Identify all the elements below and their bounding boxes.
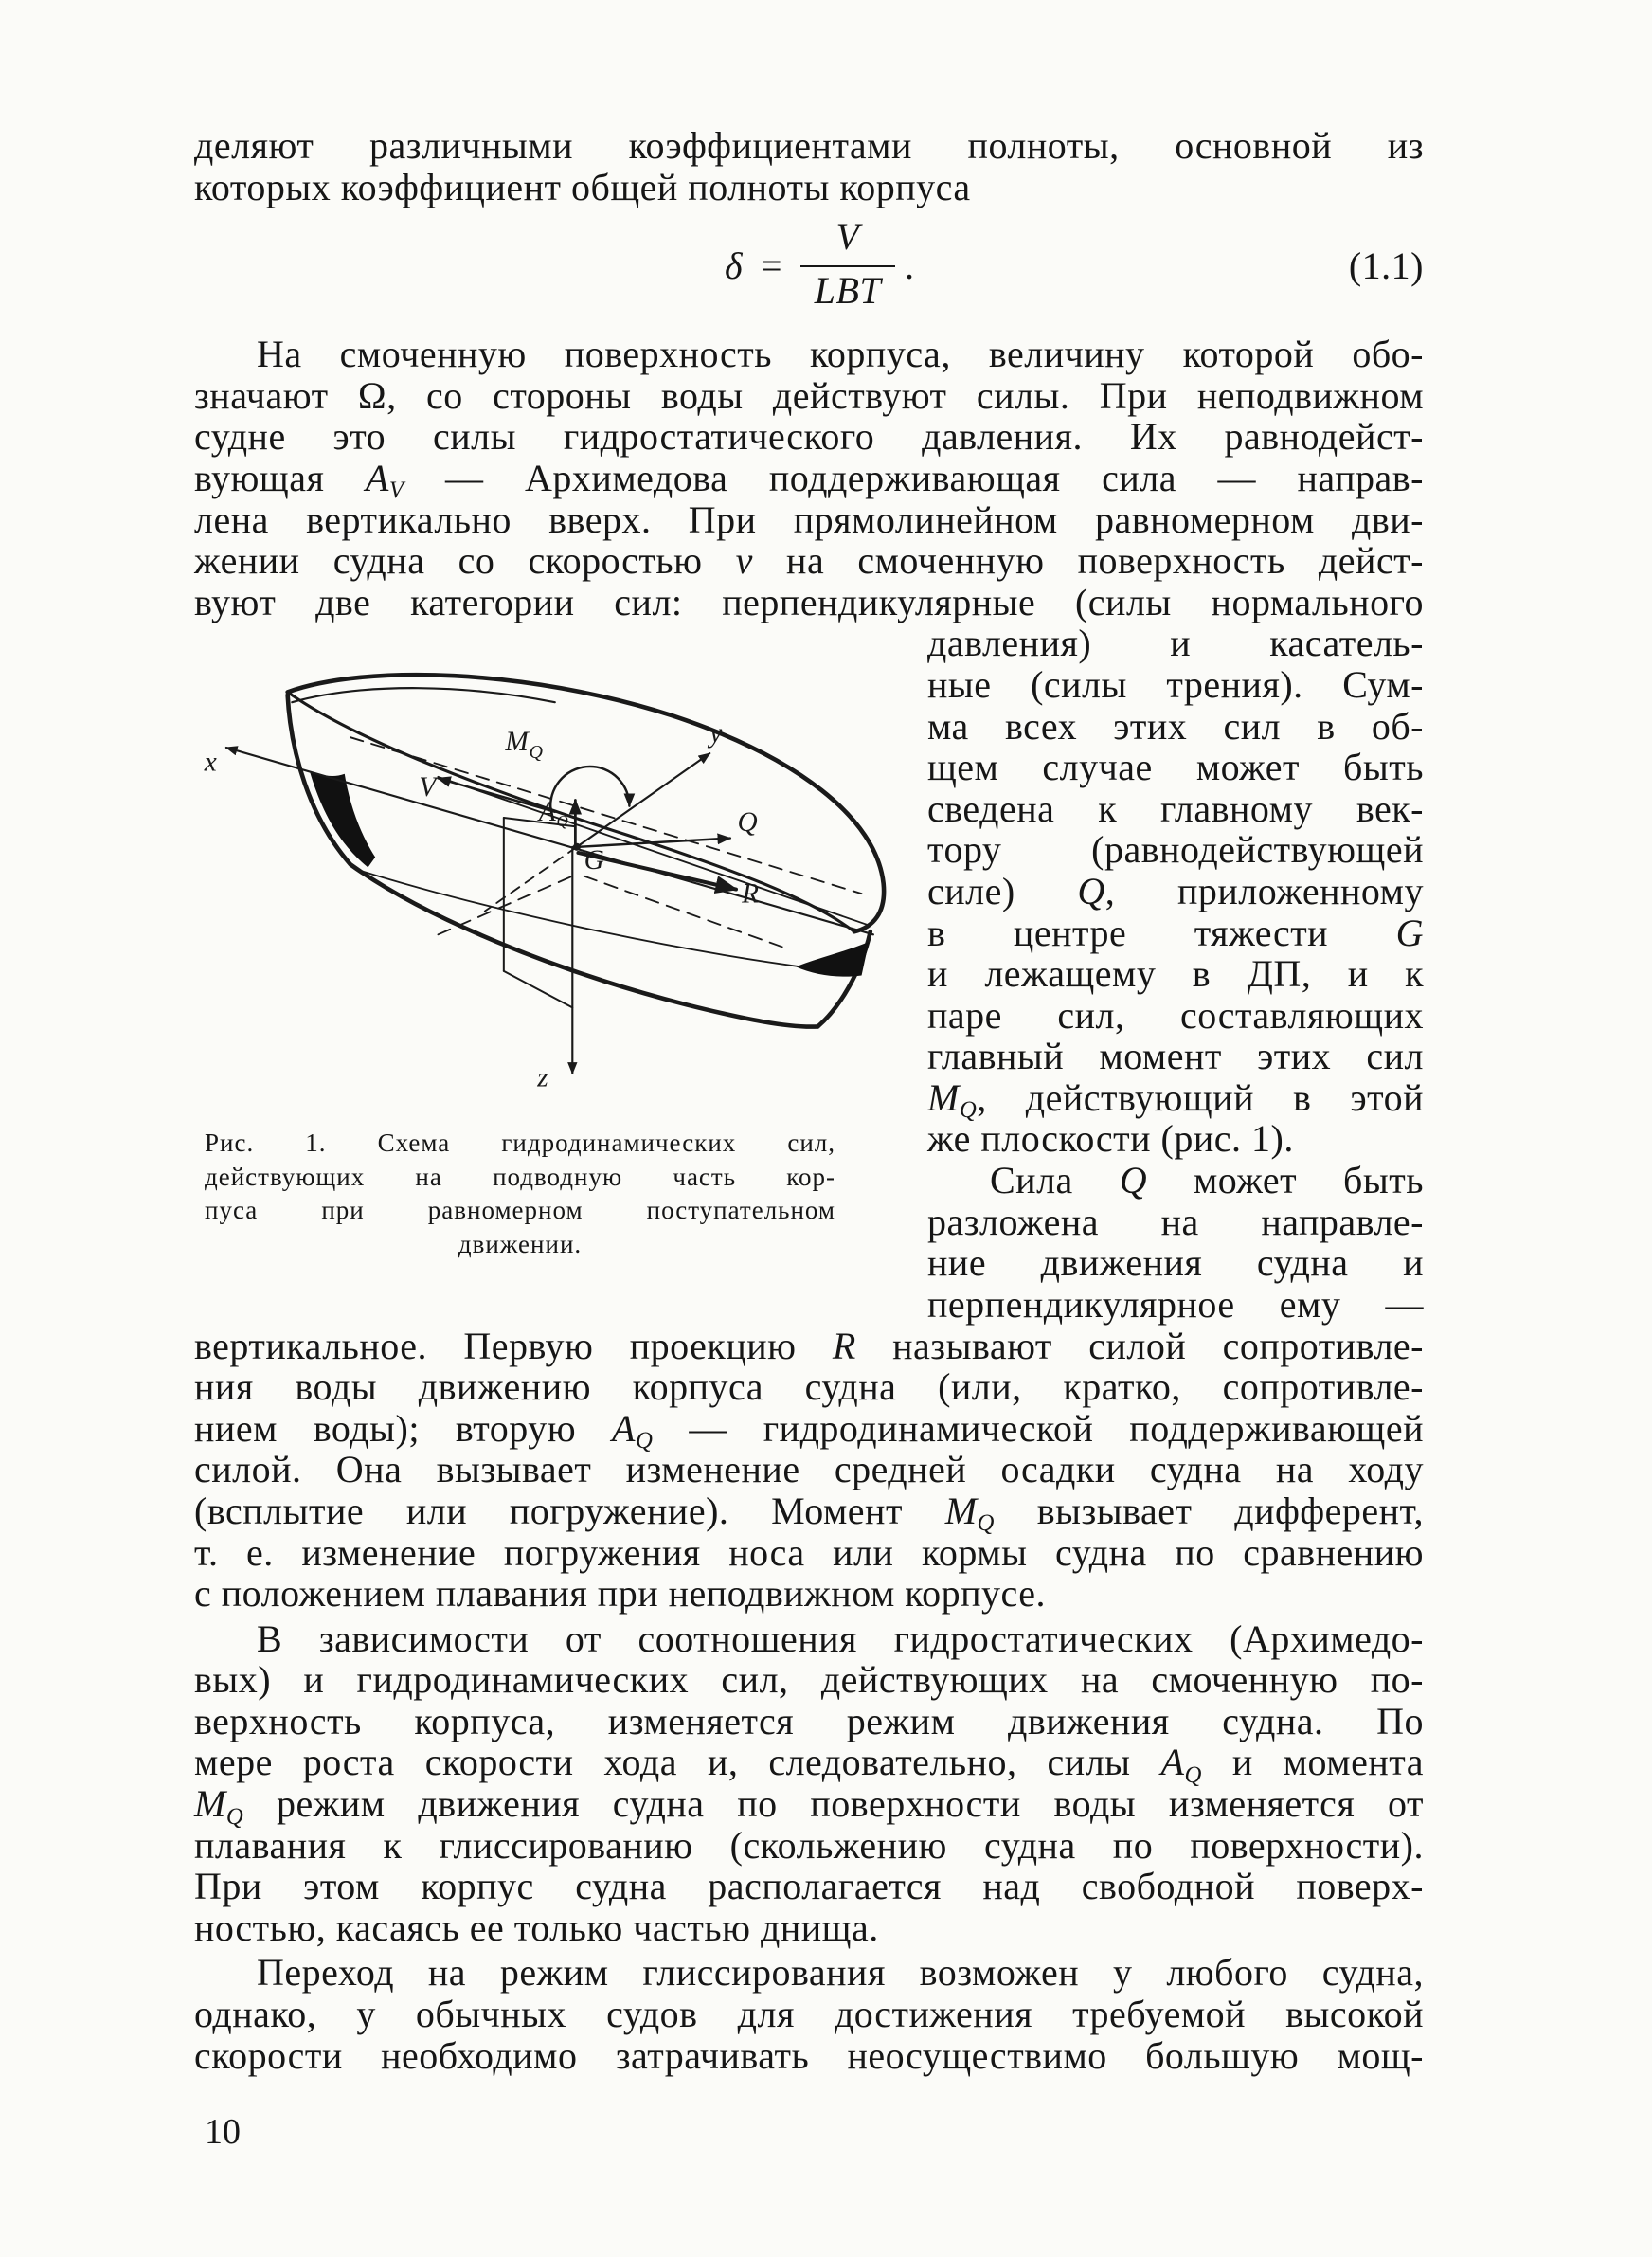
- symbol-letter: v: [735, 539, 753, 583]
- text-line: [927, 829, 1424, 871]
- symbol-subscript: Q: [1184, 1761, 1202, 1788]
- dashed-line-lower: [438, 876, 572, 935]
- deck-top-outline: [288, 676, 884, 932]
- text-run: (всплытие или погружение). Момент: [194, 1489, 945, 1532]
- math-symbol: [1396, 912, 1424, 954]
- moment-arc: [550, 767, 629, 806]
- symbol-letter: M: [944, 1489, 978, 1532]
- text-line: [194, 1449, 1424, 1490]
- text-run: Сила: [990, 1159, 1120, 1202]
- x-axis: [226, 748, 873, 934]
- box-bottom-line: [504, 971, 572, 1008]
- text-run: ния воды движению корпуса судна (или, кратко, сопротивле-: [194, 1365, 1424, 1409]
- text-line: [927, 664, 1424, 706]
- text-line: [194, 416, 1424, 458]
- text-run: режим движения судна по поверхности воды изменяется от: [243, 1782, 1424, 1826]
- side-text-column: [927, 623, 1424, 1325]
- symbol-letter: A: [1160, 1741, 1185, 1784]
- formula-equals: =: [761, 244, 783, 288]
- symbol-letter: Q: [1119, 1159, 1148, 1202]
- text-line: [194, 582, 1424, 623]
- symbol-letter: A: [612, 1406, 636, 1450]
- text-run: главный момент этих сил: [927, 1035, 1424, 1078]
- text-line: [194, 1701, 1424, 1742]
- text-line: [927, 788, 1424, 830]
- math-symbol: [1077, 870, 1104, 912]
- text-run: При этом корпус судна располагается над свободной поверх-: [194, 1865, 1424, 1908]
- text-run: на смоченную поверхность дейст-: [752, 539, 1424, 583]
- text-line: [194, 1489, 1425, 1537]
- text-run: Рис. 1. Схема гидродинамических сил,: [205, 1128, 835, 1158]
- text-run: — Архимедова поддерживающая сила — направ-: [404, 456, 1425, 499]
- text-line: [194, 1659, 1424, 1701]
- figure-caption: [205, 1127, 835, 1261]
- text-run: жении судна со скоростью: [194, 539, 736, 583]
- text-run: вых) и гидродинамических сил, действующих на смоченную по-: [194, 1658, 1424, 1702]
- fraction-denominator: LBT: [814, 269, 882, 313]
- text-line: [205, 1228, 835, 1261]
- y-axis-negative-dashed: [485, 847, 577, 912]
- text-run: лена вертикально вверх. При прямолинейном равномерном дви-: [194, 497, 1424, 541]
- text-line: [927, 953, 1424, 995]
- math-symbol: [944, 1489, 995, 1537]
- text-run: деляют различными коэффициентами полноты, основной из: [194, 124, 1424, 167]
- text-run: с положением плавания при неподвижном корпусе.: [194, 1572, 1047, 1616]
- text-line: [194, 1741, 1424, 1788]
- text-line: [194, 375, 1424, 417]
- page-number: 10: [205, 2112, 241, 2152]
- symbol-subscript: Q: [225, 1803, 244, 1830]
- text-line: [927, 1242, 1424, 1284]
- text-run: ма всех этих сил в об-: [927, 704, 1424, 748]
- text-run: вующая: [194, 456, 366, 499]
- text-line: [194, 1406, 1425, 1454]
- text-line: [194, 456, 1425, 504]
- text-line: [927, 1118, 1424, 1160]
- text-run: ностью, касаясь ее только частью днища.: [194, 1905, 879, 1949]
- velocity-arrow: [438, 779, 554, 812]
- paragraph-continued: [194, 1326, 1424, 1615]
- velocity-label: V: [419, 772, 438, 803]
- text-line: [194, 334, 1424, 375]
- text-line: [927, 912, 1424, 954]
- figure-1: [194, 623, 927, 1325]
- text-line: [927, 1160, 1424, 1201]
- formula-fraction: [800, 208, 895, 334]
- center-line-dashed: [350, 738, 862, 894]
- symbol-letter: M: [194, 1782, 226, 1826]
- text-run: которых коэффициент общей полноты корпуса: [194, 165, 971, 208]
- text-run: движении.: [458, 1229, 583, 1258]
- text-run: действующих на подводную часть кор-: [205, 1162, 835, 1191]
- math-symbol: [833, 1325, 856, 1367]
- paragraph-force-decomposition: [927, 1160, 1424, 1325]
- math-symbol: [927, 1075, 978, 1124]
- text-line: [927, 623, 1424, 664]
- math-symbol: [1160, 1741, 1202, 1788]
- math-symbol: [1120, 1159, 1147, 1201]
- stern-shading: [796, 942, 869, 977]
- math-symbol: [365, 456, 404, 504]
- symbol-subscript: Q: [977, 1510, 995, 1537]
- paragraph-wetted-surface: [194, 334, 1424, 623]
- text-line: [194, 1618, 1424, 1660]
- deck-inner-rim: [292, 688, 554, 702]
- text-line: [194, 540, 1424, 582]
- text-line: [927, 706, 1424, 748]
- text-run: в центре тяжести: [927, 911, 1396, 954]
- text-line: [194, 2035, 1424, 2077]
- text-run: судне это силы гидростатического давления. Их равнодейст-: [194, 415, 1424, 459]
- text-run: силой. Она вызывает изменение средней осадки судна на ходу: [194, 1448, 1424, 1491]
- text-run: вертикальное. Первую проекцию: [194, 1324, 833, 1367]
- symbol-letter: R: [832, 1324, 856, 1367]
- text-line: [194, 167, 1424, 208]
- text-run: Переход на режим глиссирования возможен у любого судна,: [257, 1951, 1424, 1995]
- text-run: скорости необходимо затрачивать неосуществимо большую мощ-: [194, 2033, 1424, 2077]
- hull-forces-diagram: [194, 664, 895, 1095]
- text-line: [194, 1532, 1424, 1574]
- text-run: называют силой сопротивле-: [855, 1324, 1424, 1367]
- text-line: [194, 1866, 1424, 1907]
- text-line: [927, 871, 1424, 912]
- text-line: [927, 1075, 1424, 1124]
- text-line: [205, 1194, 835, 1227]
- figure-and-side-text: [194, 623, 1424, 1325]
- symbol-subscript: Q: [959, 1097, 978, 1124]
- paragraph-continued: [927, 623, 1424, 1160]
- text-run: может быть: [1147, 1159, 1424, 1202]
- text-run: — гидродинамической поддерживающей: [653, 1406, 1425, 1450]
- text-line: [194, 499, 1424, 541]
- text-run: ние движения судна и: [927, 1241, 1424, 1285]
- text-run: пуса при равномерном поступательном: [205, 1196, 835, 1225]
- paragraph-motion-regime: [194, 1618, 1424, 1949]
- text-run: нием воды); вторую: [194, 1406, 613, 1450]
- moment-label: $M_Q$: [505, 727, 544, 764]
- equation-number: (1.1): [1348, 244, 1424, 288]
- center-of-gravity-point: [573, 843, 581, 851]
- math-symbol: [736, 539, 753, 582]
- text-run: мере роста скорости хода и, следовательно, силы: [194, 1741, 1161, 1784]
- text-line: [194, 1326, 1424, 1367]
- formula-period: .: [905, 244, 915, 288]
- paragraph-continued: [194, 125, 1424, 208]
- text-run: В зависимости от соотношения гидростатических (Архимедо-: [257, 1616, 1424, 1660]
- text-line: [927, 995, 1424, 1037]
- paragraph-planing: [194, 1952, 1424, 2076]
- text-run: силе): [927, 869, 1078, 912]
- math-symbol: [612, 1406, 654, 1454]
- text-line: [194, 1907, 1424, 1949]
- text-run: разложена на направле-: [927, 1200, 1424, 1243]
- text-line: [194, 1994, 1424, 2035]
- text-run: паре сил, составляющих: [927, 993, 1424, 1037]
- text-column: [194, 125, 1424, 2076]
- deck-front-outline: [288, 693, 854, 932]
- text-line: [194, 1573, 1424, 1615]
- text-run: верхность корпуса, изменяется режим движения судна. По: [194, 1699, 1424, 1742]
- text-run: и лежащему в ДП, и к: [927, 952, 1424, 996]
- text-run: щем случае может быть: [927, 746, 1424, 789]
- text-run: и момента: [1201, 1741, 1424, 1784]
- fraction-numerator: V: [835, 215, 860, 259]
- symbol-letter: Q: [1077, 869, 1105, 912]
- text-run: На смоченную поверхность корпуса, величину которой обо-: [257, 333, 1424, 376]
- z-axis-label: z: [537, 1062, 549, 1093]
- x-axis-label: x: [204, 747, 218, 778]
- text-run: сведена к главному век-: [927, 786, 1424, 830]
- math-symbol: [194, 1782, 244, 1830]
- resistance-label: R: [742, 878, 760, 910]
- text-line: [927, 1036, 1424, 1077]
- text-run: вуют две категории сил: перпендикулярные (силы нормального: [194, 580, 1424, 623]
- text-run: давления) и касатель-: [927, 622, 1424, 665]
- formula-lhs: δ: [725, 244, 744, 288]
- text-run: перпендикулярное ему —: [927, 1282, 1424, 1326]
- text-run: однако, у обычных судов для достижения требуемой высокой: [194, 1993, 1424, 2036]
- text-line: [194, 1782, 1424, 1830]
- lift-label: $A_Q$: [538, 797, 569, 831]
- text-run: вызывает дифферент,: [994, 1489, 1425, 1532]
- formula-1-1: [194, 208, 1424, 334]
- resultant-force-label: Q: [737, 807, 759, 839]
- text-run: т. е. изменение погружения носа или кормы судна по сравнению: [194, 1530, 1424, 1574]
- symbol-subscript: Q: [635, 1428, 654, 1454]
- text-run: ные (силы трения). Сум-: [927, 662, 1424, 706]
- text-line: [205, 1161, 835, 1194]
- symbol-letter: M: [927, 1075, 960, 1119]
- text-run: значают Ω, со стороны воды действуют силы. При неподвижном: [194, 373, 1424, 417]
- text-line: [205, 1127, 835, 1160]
- fraction-bar: [800, 265, 895, 267]
- text-line: [927, 1284, 1424, 1326]
- text-line: [194, 1952, 1424, 1994]
- text-line: [194, 1825, 1424, 1867]
- text-line: [194, 1366, 1424, 1408]
- keel-line: [359, 871, 800, 967]
- y-axis-label: y: [709, 718, 723, 749]
- text-line: [927, 747, 1424, 788]
- gravity-center-label: G: [584, 845, 605, 876]
- text-run: тору (равнодействующей: [927, 828, 1424, 872]
- text-run: , приложенному: [1104, 869, 1424, 912]
- text-line: [194, 125, 1424, 167]
- symbol-subscript: V: [388, 478, 404, 504]
- symbol-letter: G: [1395, 911, 1424, 954]
- text-line: [927, 1201, 1424, 1243]
- text-run: же плоскости (рис. 1).: [927, 1117, 1294, 1161]
- symbol-letter: A: [365, 456, 389, 499]
- text-run: , действующий в этой: [977, 1075, 1424, 1119]
- text-run: плавания к глиссированию (скольжению судна по поверхности).: [194, 1823, 1424, 1867]
